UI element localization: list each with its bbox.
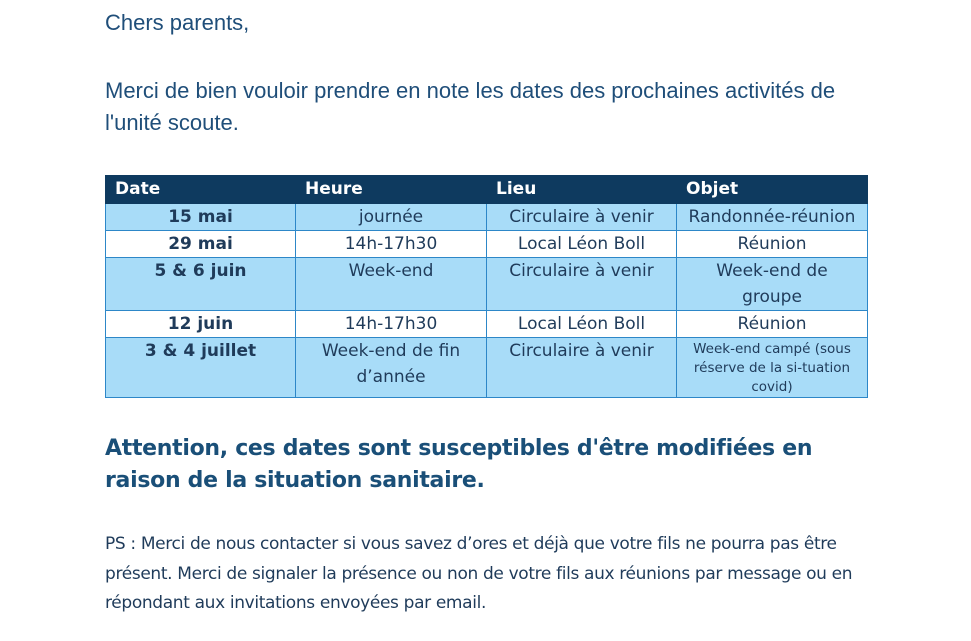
table-header-row xyxy=(106,176,868,204)
activities-table xyxy=(105,175,868,398)
cell-date: 12 juin xyxy=(106,311,296,338)
cell-heure: 14h-17h30 xyxy=(296,311,487,338)
table-row xyxy=(106,231,868,258)
cell-objet: Réunion xyxy=(677,311,868,338)
cell-lieu: Circulaire à venir xyxy=(487,258,677,311)
cell-objet: Week-end campé (sous réserve de la si-tuation covid) xyxy=(677,338,868,398)
greeting: Chers parents, xyxy=(105,10,250,35)
cell-lieu: Local Léon Boll xyxy=(487,231,677,258)
postscript: PS : Merci de nous contacter si vous savez d’ores et déjà que votre fils ne pourra pas être présent. Merci de signaler la présence ou non de votre fils aux réunions par message ou en répondant aux invitations envoyées par email. xyxy=(105,534,853,613)
cell-objet: Week-end de groupe xyxy=(677,258,868,311)
header-heure: Heure xyxy=(296,176,487,204)
warning-notice: Attention, ces dates sont susceptibles d'être modifiées en raison de la situation sanitaire. xyxy=(105,436,813,493)
cell-lieu: Local Léon Boll xyxy=(487,311,677,338)
cell-heure: Week-end xyxy=(296,258,487,311)
table-row xyxy=(106,204,868,231)
cell-date: 3 & 4 juillet xyxy=(106,338,296,398)
cell-objet: Réunion xyxy=(677,231,868,258)
cell-objet: Randonnée-réunion xyxy=(677,204,868,231)
cell-lieu: Circulaire à venir xyxy=(487,204,677,231)
intro-paragraph: Merci de bien vouloir prendre en note les dates des prochaines activités de l'unité scoute. xyxy=(105,78,836,135)
cell-heure: Week-end de fin d’année xyxy=(296,338,487,398)
cell-date: 5 & 6 juin xyxy=(106,258,296,311)
header-date: Date xyxy=(106,176,296,204)
table-row xyxy=(106,338,868,398)
header-objet: Objet xyxy=(677,176,868,204)
cell-date: 15 mai xyxy=(106,204,296,231)
header-lieu: Lieu xyxy=(487,176,677,204)
cell-date: 29 mai xyxy=(106,231,296,258)
table-row xyxy=(106,311,868,338)
cell-heure: 14h-17h30 xyxy=(296,231,487,258)
cell-heure: journée xyxy=(296,204,487,231)
table-row xyxy=(106,258,868,311)
cell-lieu: Circulaire à venir xyxy=(487,338,677,398)
